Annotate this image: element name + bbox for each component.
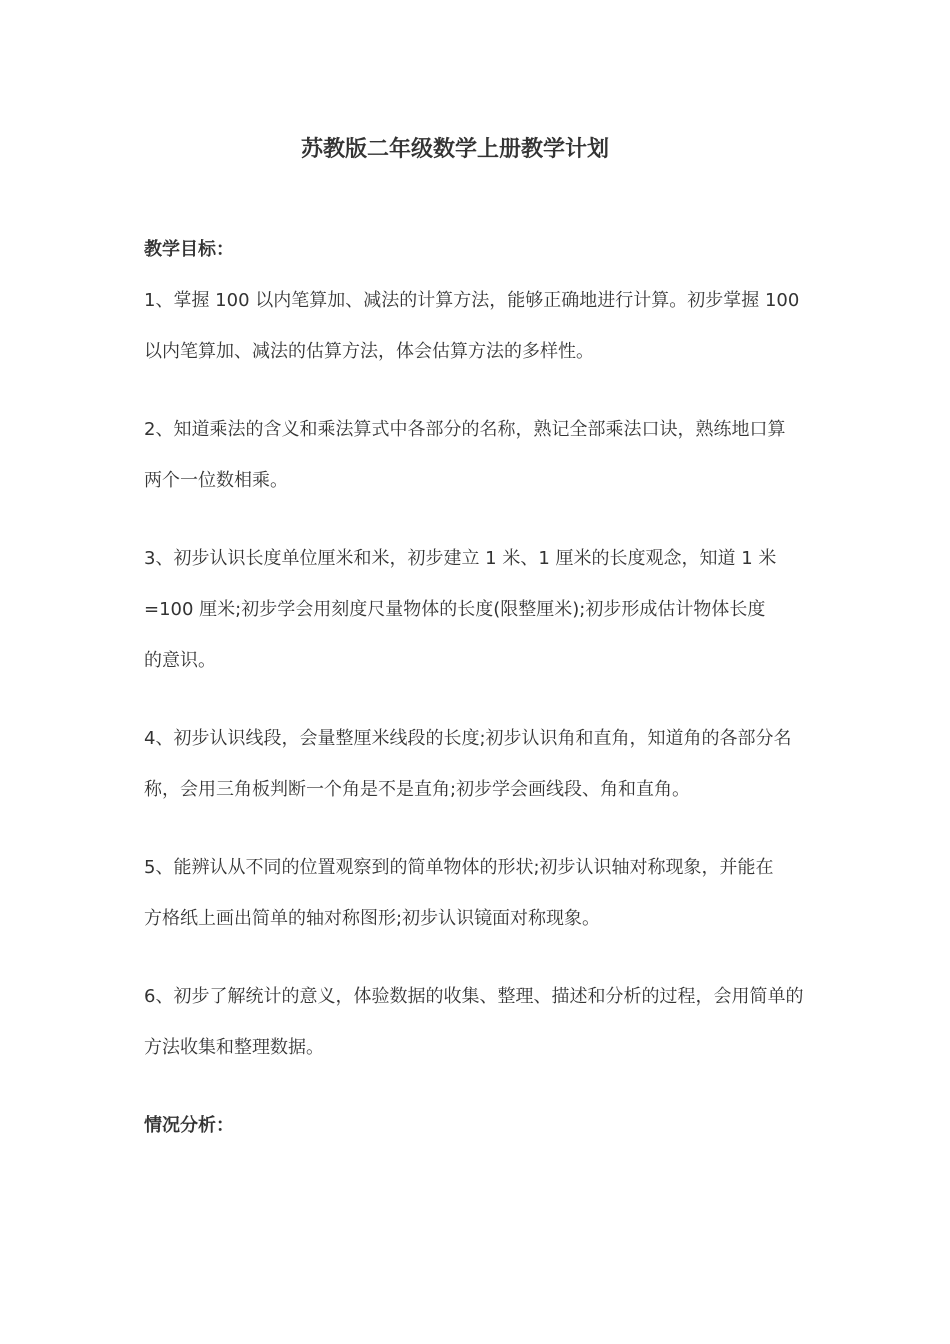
goal-item-3-line-3: 的意识。 (144, 650, 216, 671)
goal-item-3 (144, 533, 812, 686)
goal-item-3-line-2: =100 厘米;初步学会用刻度尺量物体的长度(限整厘米);初步形成估计物体长度 (144, 599, 766, 620)
goal-item-6-line-2: 方法收集和整理数据。 (144, 1037, 324, 1058)
section-heading-situation-analysis: 情况分析： (144, 1115, 234, 1136)
goal-item-2-line-1: 2、知道乘法的含义和乘法算式中各部分的名称，熟记全部乘法口诀，熟练地口算 (144, 419, 786, 440)
goal-item-5-line-1: 5、能辨认从不同的位置观察到的简单物体的形状;初步认识轴对称现象，并能在 (144, 857, 774, 878)
goal-item-4-line-1: 4、初步认识线段，会量整厘米线段的长度;初步认识角和直角，知道角的各部分名 (144, 728, 792, 749)
goal-item-3-line-1: 3、初步认识长度单位厘米和米，初步建立 1 米、1 厘米的长度观念，知道 1 米 (144, 548, 777, 569)
goal-item-1 (144, 275, 812, 377)
goal-item-5 (144, 842, 812, 944)
document-title: 苏教版二年级数学上册教学计划 (300, 137, 609, 162)
goal-item-4 (144, 713, 812, 815)
goal-item-1-line-2: 以内笔算加、减法的估算方法，体会估算方法的多样性。 (144, 341, 594, 362)
goal-item-2 (144, 404, 812, 506)
goal-item-5-line-2: 方格纸上画出简单的轴对称图形;初步认识镜面对称现象。 (144, 908, 601, 929)
goal-item-2-line-2: 两个一位数相乘。 (144, 470, 288, 491)
goal-item-4-line-2: 称，会用三角板判断一个角是不是直角;初步学会画线段、角和直角。 (144, 779, 691, 800)
section-heading-teaching-goals: 教学目标： (144, 239, 234, 260)
goal-item-6 (144, 971, 812, 1073)
goal-item-1-line-1: 1、掌握 100 以内笔算加、减法的计算方法，能够正确地进行计算。初步掌握 100 (144, 290, 800, 311)
goal-item-6-line-1: 6、初步了解统计的意义，体验数据的收集、整理、描述和分析的过程，会用简单的 (144, 986, 804, 1007)
